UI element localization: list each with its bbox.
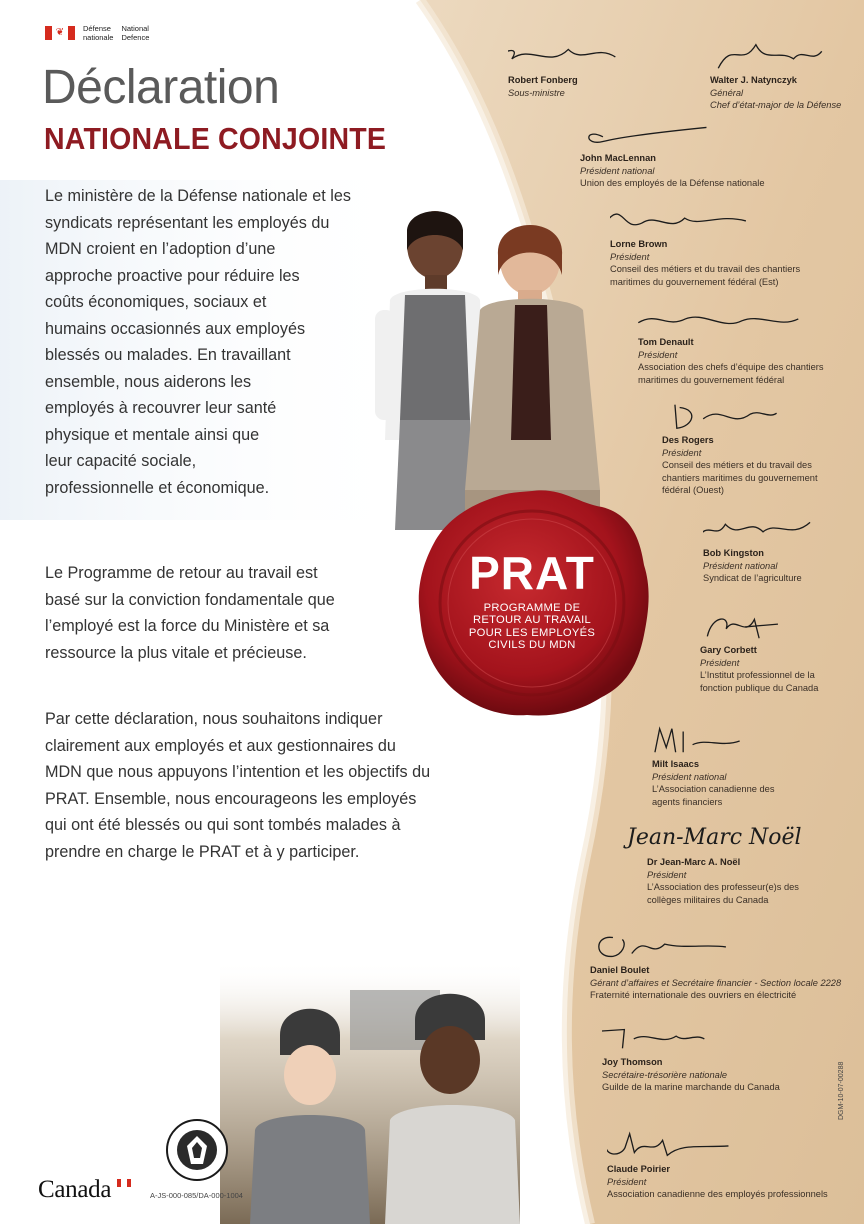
department-en-line1: National — [121, 24, 149, 33]
department-en-line2: Defence — [121, 33, 150, 42]
photo-two-employees — [355, 200, 615, 530]
signature-mark — [662, 400, 782, 432]
signatory-org: Fraternité internationale des ouvriers en électricité — [590, 990, 797, 1001]
signature-mark — [607, 1129, 737, 1161]
signatory-org: Association canadienne des employés professionnels — [607, 1189, 828, 1200]
seal-subtitle-line: POUR LES EMPLOYÉS — [468, 626, 596, 639]
signatory-role: Président — [647, 869, 687, 880]
paragraph-line: syndicats représentant les employés du — [45, 213, 330, 232]
paragraph-line: professionnelle et économique. — [45, 478, 270, 497]
signatory-walter-natynczyk — [710, 40, 841, 112]
signatory-robert-fonberg — [508, 40, 638, 99]
signatory-name: John MacLennan — [580, 153, 656, 163]
signature-mark — [703, 513, 823, 545]
signatory-role: Président national — [652, 771, 727, 782]
signatory-org: L’Association des professeur(e)s des — [647, 882, 799, 893]
general-safety-badge-icon — [165, 1118, 229, 1182]
paragraph-line: clairement aux employés et aux gestionnaires du — [45, 736, 396, 755]
paragraph-line: humains occasionnés aux employés — [45, 319, 306, 338]
signatory-role: Sous-ministre — [508, 87, 565, 98]
signature-mark — [590, 930, 730, 962]
paragraph-line: Le ministère de la Défense nationale et les — [45, 187, 351, 205]
signatory-name: Dr Jean-Marc A. Noël — [647, 857, 741, 867]
signatory-claude-poirier — [607, 1129, 828, 1201]
paragraph-line: leur capacité sociale, — [45, 452, 197, 470]
paragraph-3 — [45, 706, 495, 865]
signatory-name: Des Rogers — [662, 435, 714, 445]
signatory-org: agents financiers — [652, 796, 723, 807]
signature-mark — [580, 118, 720, 150]
signatory-role: Président — [638, 349, 678, 360]
signatory-milt-isaacs — [652, 724, 775, 808]
paragraph-line: coûts économiques, sociaux et — [45, 293, 267, 311]
paragraph-line: approche proactive pour réduire les — [45, 266, 300, 285]
signatory-jean-marc-noel — [627, 822, 802, 906]
signatory-org: Conseil des métiers et du travail des chantiers — [610, 264, 801, 275]
paragraph-line: qui ont été blessés ou qui sont tombés malades à — [45, 816, 401, 834]
paragraph-line: MDN que nous appuyons l’intention et les objectifs du — [45, 763, 431, 781]
signatory-tom-denault — [638, 302, 824, 386]
publication-code: A-JS-000-085/DA-000-1004 — [150, 1191, 243, 1200]
paragraph-line: prendre en charge le PRAT et à y participer. — [45, 842, 360, 861]
paragraph-line: MDN croient en l’adoption d’une — [45, 240, 276, 258]
signatory-name: Bob Kingston — [703, 548, 764, 558]
signatory-role: Président national — [703, 560, 778, 571]
signatory-role: Président — [610, 251, 650, 262]
paragraph-line: basé sur la conviction fondamentale que — [45, 590, 335, 609]
paragraph-line: ensemble, nous aiderons les — [45, 372, 252, 391]
signatory-role: Chef d’état-major de la Défense — [710, 100, 842, 111]
signatory-name: Milt Isaacs — [652, 759, 700, 769]
paragraph-line: l’employé est la force du Ministère et sa — [45, 617, 330, 635]
paragraph-1 — [45, 183, 395, 501]
seal-subtitle-line: PROGRAMME DE — [483, 601, 581, 614]
signatory-name: Daniel Boulet — [590, 965, 650, 975]
signature-mark — [638, 302, 808, 334]
signature-mark — [508, 40, 638, 72]
signature-mark: Jean-Marc Noël — [627, 825, 802, 850]
signatory-role: Président — [607, 1176, 647, 1187]
signatory-bob-kingston — [703, 513, 823, 585]
signatory-role: Président national — [580, 165, 655, 176]
page-subtitle: NATIONALE CONJOINTE — [44, 121, 387, 156]
canada-flag-icon: ❦ — [45, 26, 75, 40]
signatory-org: fonction publique du Canada — [700, 682, 819, 693]
signatory-des-rogers — [662, 400, 818, 497]
signatory-role: Président — [662, 447, 702, 458]
signature-mark — [652, 724, 752, 756]
signatory-lorne-brown — [610, 204, 800, 288]
signatory-org: Syndicat de l’agriculture — [703, 573, 802, 584]
signatory-name: Tom Denault — [638, 337, 694, 347]
seal-subtitle — [469, 602, 595, 652]
signatory-org: collèges militaires du Canada — [647, 894, 769, 905]
department-name — [83, 24, 149, 42]
signatory-org: Conseil des métiers et du travail des — [662, 460, 812, 471]
page-title: Déclaration — [42, 61, 280, 114]
paragraph-line: PRAT. Ensemble, nous encourageons les employés — [45, 789, 417, 808]
prat-seal-label — [412, 485, 652, 720]
photo-welders — [220, 960, 520, 1224]
signatory-org: Guilde de la marine marchande du Canada — [602, 1082, 780, 1093]
signature-mark — [700, 610, 790, 642]
seal-subtitle-line: RETOUR AU TRAVAIL — [472, 614, 592, 626]
signatory-role: Président — [700, 657, 740, 668]
signatory-org: Union des employés de la Défense nationale — [580, 178, 765, 189]
signatory-org: Association des chefs d’équipe des chantiers — [638, 362, 824, 373]
signatory-john-maclennan — [580, 118, 765, 190]
signatory-name: Walter J. Natynczyk — [710, 75, 797, 85]
signature-mark — [710, 40, 830, 72]
signatory-name: Lorne Brown — [610, 239, 668, 249]
department-fr-line2: nationale — [83, 33, 114, 42]
government-signature — [45, 24, 149, 42]
signatory-org: chantiers maritimes du gouvernement — [662, 472, 818, 483]
paragraph-line: Par cette déclaration, nous souhaitons indiquer — [45, 710, 383, 728]
signatory-name: Robert Fonberg — [508, 75, 578, 85]
signatory-role: Général — [710, 87, 744, 98]
paragraph-line: physique et mentale ainsi que — [45, 425, 260, 444]
seal-title: PRAT — [469, 546, 595, 599]
canada-wordmark-flag-icon — [117, 1179, 131, 1187]
signatory-joy-thomson — [602, 1022, 780, 1094]
signatory-org: L’Association canadienne des — [652, 784, 775, 795]
signatory-name: Claude Poirier — [607, 1164, 671, 1174]
signatory-org: maritimes du gouvernement fédéral (Est) — [610, 276, 779, 287]
signatory-gary-corbett — [700, 610, 818, 694]
department-fr-line1: Défense — [83, 24, 111, 33]
canada-wordmark: Canada — [38, 1176, 112, 1203]
paragraph-line: blessés ou malades. En travaillant — [45, 346, 291, 364]
reference-code: DGM-10-07-00288 — [838, 1061, 845, 1120]
paragraph-line: employés à recouvrer leur santé — [45, 399, 277, 417]
seal-subtitle-line: CIVILS DU MDN — [488, 639, 576, 651]
signatory-org: L’Institut professionnel de la — [700, 670, 815, 681]
signatory-daniel-boulet — [590, 930, 841, 1002]
paragraph-line: ressource la plus vitale et précieuse. — [45, 643, 307, 662]
signatory-name: Gary Corbett — [700, 645, 757, 655]
signature-mark — [602, 1022, 722, 1054]
signatory-role: Gérant d’affaires et Secrétaire financier - Section locale 2228 — [590, 977, 842, 988]
paragraph-2 — [45, 560, 385, 666]
signatory-org: maritimes du gouvernement fédéral — [638, 374, 785, 385]
signatory-name: Joy Thomson — [602, 1057, 663, 1067]
signatory-role: Secrétaire-trésorière nationale — [602, 1069, 728, 1080]
paragraph-line: Le Programme de retour au travail est — [45, 564, 318, 582]
signature-mark — [610, 204, 750, 236]
signatory-org: fédéral (Ouest) — [662, 485, 725, 496]
